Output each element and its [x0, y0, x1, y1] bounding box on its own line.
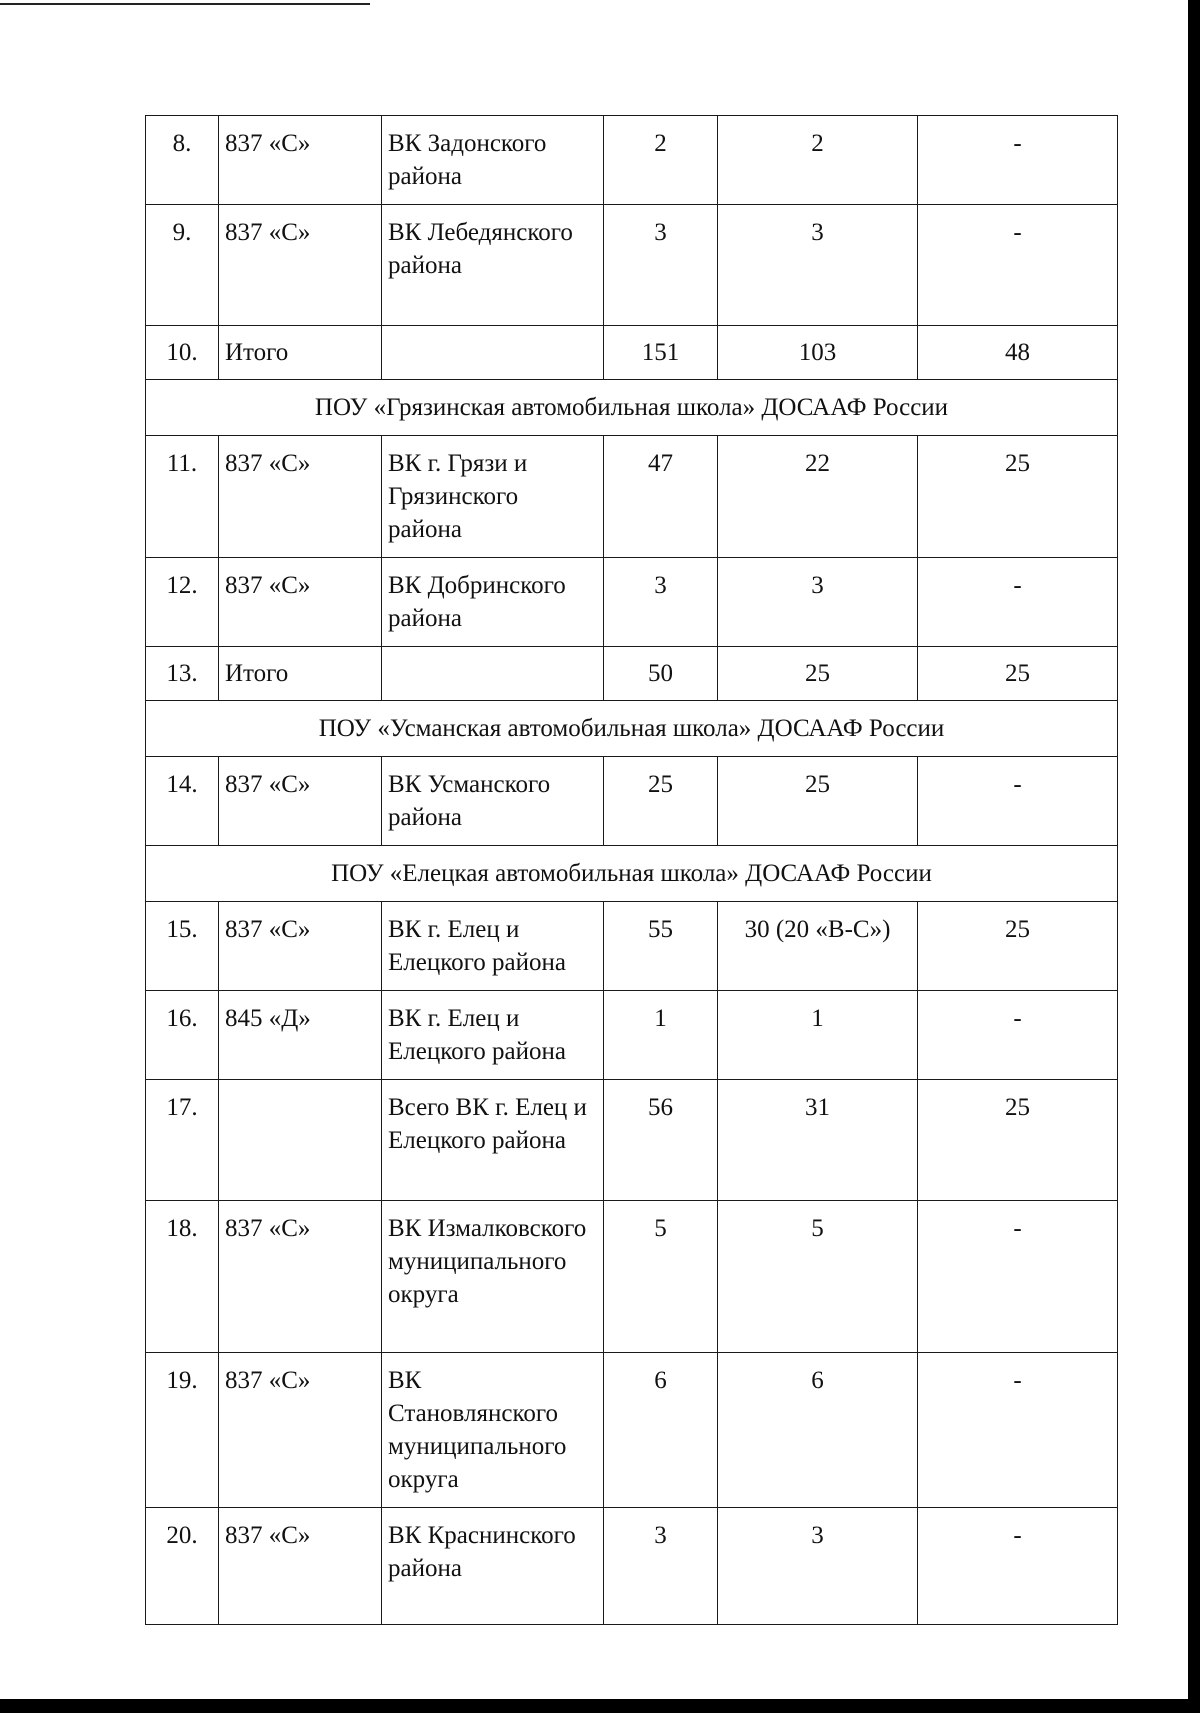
- specialty-code: 837 «С»: [219, 1508, 382, 1625]
- total-value: 55: [604, 902, 718, 991]
- value-col5: 3: [718, 1508, 918, 1625]
- value-col6: -: [918, 116, 1118, 205]
- scan-top-line: [0, 3, 370, 5]
- row-number: 16.: [146, 991, 219, 1080]
- value-col5: 30 (20 «В-С»): [718, 902, 918, 991]
- row-number: 18.: [146, 1201, 219, 1353]
- value-col6: 25: [918, 1080, 1118, 1201]
- value-col5: 103: [718, 326, 918, 380]
- allocation-table: [145, 115, 1118, 1625]
- value-col5: 3: [718, 558, 918, 647]
- specialty-code: 837 «С»: [219, 436, 382, 558]
- total-value: 25: [604, 757, 718, 846]
- value-col6: 25: [918, 647, 1118, 701]
- value-col6: -: [918, 757, 1118, 846]
- table-row: [146, 757, 1118, 846]
- military-commissariat: ВК Краснинского района: [382, 1508, 604, 1625]
- row-number: 13.: [146, 647, 219, 701]
- table-row: [146, 205, 1118, 326]
- table-row: [146, 902, 1118, 991]
- value-col6: -: [918, 1353, 1118, 1508]
- specialty-code: [219, 1080, 382, 1201]
- specialty-code: Итого: [219, 647, 382, 701]
- total-value: 3: [604, 1508, 718, 1625]
- value-col5: 1: [718, 991, 918, 1080]
- section-row: [146, 701, 1118, 757]
- specialty-code: 837 «С»: [219, 1201, 382, 1353]
- scan-right-border: [1188, 0, 1200, 1713]
- table-row: [146, 1353, 1118, 1508]
- row-number: 9.: [146, 205, 219, 326]
- row-number: 11.: [146, 436, 219, 558]
- table-row: [146, 436, 1118, 558]
- total-value: 56: [604, 1080, 718, 1201]
- specialty-code: 837 «С»: [219, 205, 382, 326]
- military-commissariat: ВК Становлянского муниципального округа: [382, 1353, 604, 1508]
- row-number: 12.: [146, 558, 219, 647]
- total-value: 2: [604, 116, 718, 205]
- table-row: [146, 1508, 1118, 1625]
- total-value: 151: [604, 326, 718, 380]
- military-commissariat: ВК Задонского района: [382, 116, 604, 205]
- military-commissariat: Всего ВК г. Елец и Елецкого района: [382, 1080, 604, 1201]
- specialty-code: 837 «С»: [219, 116, 382, 205]
- value-col5: 2: [718, 116, 918, 205]
- total-value: 5: [604, 1201, 718, 1353]
- table-row-total: [146, 647, 1118, 701]
- row-number: 8.: [146, 116, 219, 205]
- section-title: ПОУ «Елецкая автомобильная школа» ДОСААФ России: [146, 846, 1118, 902]
- military-commissariat: ВК Добринского района: [382, 558, 604, 647]
- section-title: ПОУ «Грязинская автомобильная школа» ДОСААФ России: [146, 380, 1118, 436]
- specialty-code: 837 «С»: [219, 558, 382, 647]
- value-col5: 6: [718, 1353, 918, 1508]
- value-col5: 22: [718, 436, 918, 558]
- row-number: 14.: [146, 757, 219, 846]
- value-col6: -: [918, 1201, 1118, 1353]
- military-commissariat: [382, 647, 604, 701]
- value-col5: 31: [718, 1080, 918, 1201]
- total-value: 50: [604, 647, 718, 701]
- value-col6: -: [918, 991, 1118, 1080]
- value-col6: 25: [918, 902, 1118, 991]
- value-col5: 25: [718, 647, 918, 701]
- table-row: [146, 558, 1118, 647]
- row-number: 17.: [146, 1080, 219, 1201]
- specialty-code: Итого: [219, 326, 382, 380]
- value-col5: 5: [718, 1201, 918, 1353]
- specialty-code: 837 «С»: [219, 1353, 382, 1508]
- military-commissariat: [382, 326, 604, 380]
- table-row: [146, 116, 1118, 205]
- section-title: ПОУ «Усманская автомобильная школа» ДОСААФ России: [146, 701, 1118, 757]
- table-row: [146, 1080, 1118, 1201]
- specialty-code: 837 «С»: [219, 902, 382, 991]
- scan-bottom-border: [0, 1699, 1200, 1713]
- row-number: 15.: [146, 902, 219, 991]
- military-commissariat: ВК Измалковского муниципального округа: [382, 1201, 604, 1353]
- row-number: 19.: [146, 1353, 219, 1508]
- row-number: 10.: [146, 326, 219, 380]
- table-row: [146, 1201, 1118, 1353]
- total-value: 47: [604, 436, 718, 558]
- total-value: 3: [604, 205, 718, 326]
- value-col5: 25: [718, 757, 918, 846]
- military-commissariat: ВК Лебедянского района: [382, 205, 604, 326]
- section-row: [146, 846, 1118, 902]
- total-value: 1: [604, 991, 718, 1080]
- value-col6: 48: [918, 326, 1118, 380]
- row-number: 20.: [146, 1508, 219, 1625]
- value-col5: 3: [718, 205, 918, 326]
- value-col6: -: [918, 205, 1118, 326]
- total-value: 3: [604, 558, 718, 647]
- table-row-total: [146, 326, 1118, 380]
- specialty-code: 837 «С»: [219, 757, 382, 846]
- total-value: 6: [604, 1353, 718, 1508]
- military-commissariat: ВК г. Грязи и Грязинского района: [382, 436, 604, 558]
- table-row: [146, 991, 1118, 1080]
- military-commissariat: ВК Усманского района: [382, 757, 604, 846]
- value-col6: -: [918, 558, 1118, 647]
- specialty-code: 845 «Д»: [219, 991, 382, 1080]
- section-row: [146, 380, 1118, 436]
- military-commissariat: ВК г. Елец и Елецкого района: [382, 991, 604, 1080]
- military-commissariat: ВК г. Елец и Елецкого района: [382, 902, 604, 991]
- value-col6: 25: [918, 436, 1118, 558]
- value-col6: -: [918, 1508, 1118, 1625]
